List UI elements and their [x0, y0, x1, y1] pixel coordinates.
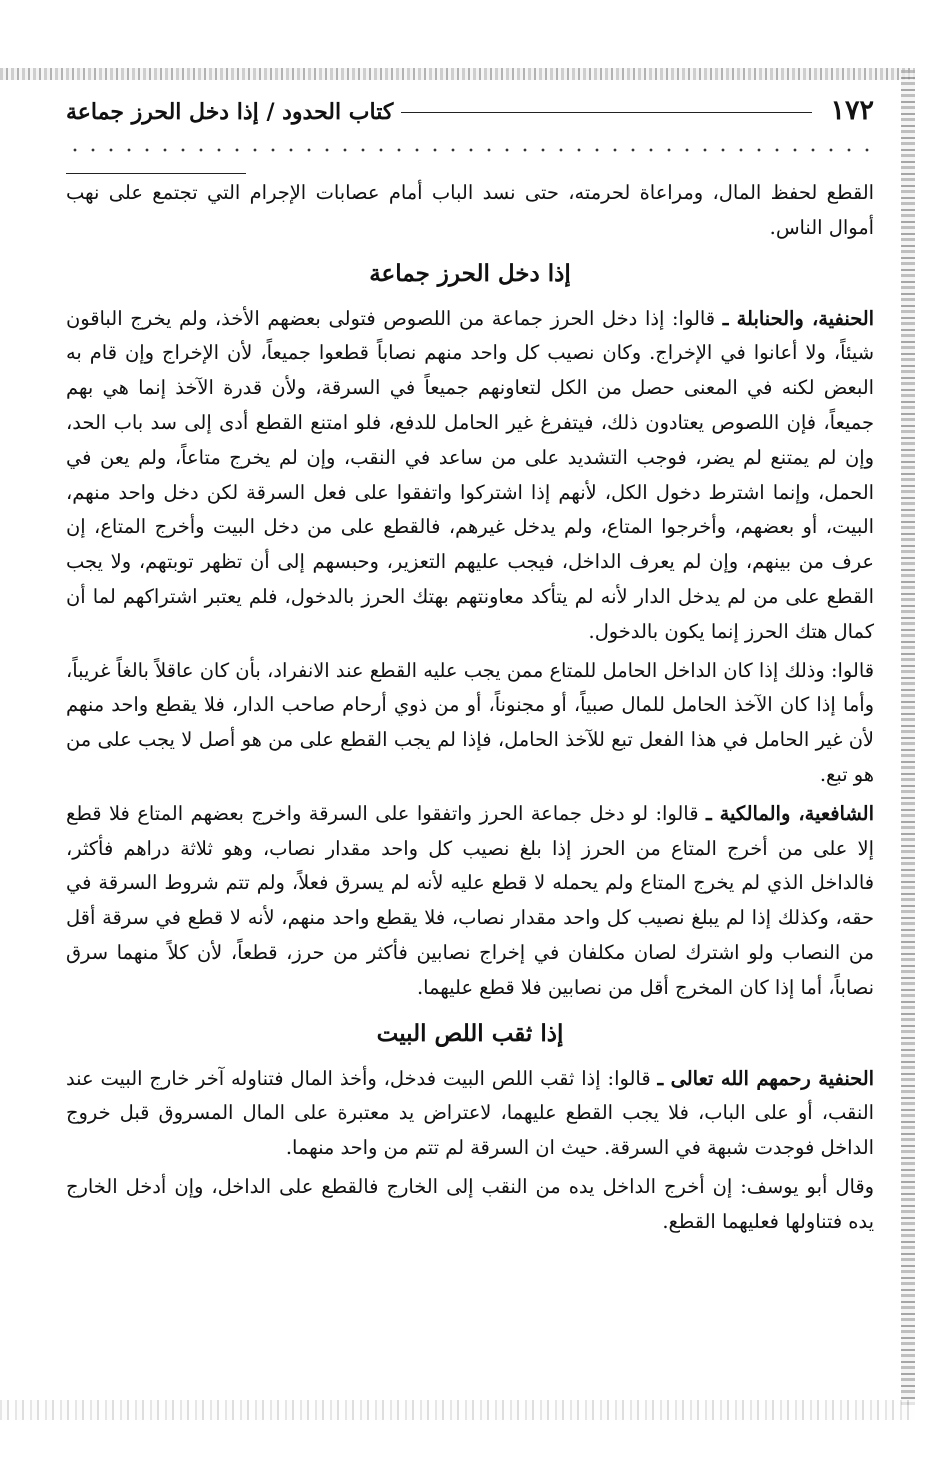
paragraph-abu-yusuf: وقال أبو يوسف: إن أخرج الداخل يده من النقب إلى الخارج فالقطع على الداخل، وإن أدخل الخارج يده فتناولها فعليهما القطع.: [66, 1174, 874, 1233]
paragraph-hanafi-hanbali: [66, 302, 874, 650]
paragraph-text: قالوا: إذا ثقب اللص البيت فدخل، وأخذ المال فتناوله آخر خارج البيت عند النقب، أو على الباب، فلا يجب القطع عليهما، لاعتراض يد معتبرة على المال المسروق قبل خروج الداخل فوجدت شبهة في السرقة. حيث ان السرقة لم تتم من واحد منهما.: [66, 1066, 874, 1160]
school-label-hanafi: الحنفية رحمهم الله تعالى ـ: [657, 1066, 874, 1090]
paragraph-text: قالوا: لو دخل جماعة الحرز واتفقوا على السرقة واخرج بعضهم المتاع فلا قطع إلا على من أخرج المتاع من الحرز إذا بلغ نصيب كل واحد مقدار نصاب، وهو ثلاثة دراهم فأكثر، فالداخل الذي لم يخرج المتاع ولم يحمله لا قطع عليه لأنه لم يسرق فعلاً، ولم تتم شروط السرقة في حقه، وكذلك إذا لم يبلغ نصيب كل واحد مقدار نصاب، فلا يقطع واحد منهم، لأنه لا قطع في سرقة أقل من النصاب ولو اشترك لصان مكلفان في إخراج نصابين فأكثر من حرز، قطعاً، لأن كلاً منهما سرق نصاباً، أما إذا كان المخرج أقل من نصابين فلا قطع عليهما.: [66, 801, 874, 999]
footnote-rule: [66, 173, 246, 174]
decorative-border-right: [901, 70, 915, 1405]
school-label-hanafi-hanbali: الحنفية، والحنابلة ـ: [722, 306, 875, 330]
paragraph-condition: قالوا: وذلك إذا كان الداخل الحامل للمتاع ممن يجب عليه القطع عند الانفراد، بأن كان عاقلاً بالغاً غريباً، وأما إذا كان الآخذ الحامل للمال صبياً، أو مجنوناً، أو من ذوي أرحام صاحب الدار، فلا يقطع واحد منهم لأن غير الحامل في هذا الفعل تبع للآخذ الحامل، فإذا لم يجب القطع على من هو أصل لا يجب على من هو تبع.: [66, 658, 874, 786]
paragraph-text: قالوا: إذا دخل الحرز جماعة من اللصوص فتولى بعضهم الأخذ، ولم يخرج الباقون شيئاً، ولا أعانوا في الإخراج. وكان نصيب كل واحد منهم نصاباً قطعوا جميعاً، لأن الإخراج وإن قام به البعض لكنه في المعنى حصل من الكل لتعاونهم جميعاً في السرقة، ولأن قدرة الآخذ إنما هي بهم جميعاً، فإن اللصوص يعتادون ذلك، فيتفرغ غير الحامل للدفع، فلو امتنع القطع أدى إلى سد باب الحد، وإن لم يمتنع لم يضر، فوجب التشديد على من ساعد في النقب، وإن لم يخرج متاعاً، ولم يعن في الحمل، وإنما اشترط دخول الكل، لأنهم إذا اشتركوا واتفقوا على فعل السرقة لكن دخل واحد منهم، البيت، أو بعضهم، وأخرجوا المتاع، ولم يدخل غيرهم، فالقطع على من دخل البيت وأخرج المتاع، إن عرف من بينهم، وإن لم يعرف الداخل، فيجب عليهم التعزير، وحبسهم إلى أن تظهر توبتهم، ولا يجب القطع على من لم يدخل الدار لأنه لم يتأكد معاونتهم بهتك الحرز بالدخول، فلم يعتبر اشتراكهم لما أن كمال هتك الحرز إنما يكون بالدخول.: [66, 306, 874, 643]
paragraph-shafii-maliki: [66, 797, 874, 1006]
section-heading-group-entry: إذا دخل الحرز جماعة: [369, 259, 571, 287]
running-title: كتاب الحدود / إذا دخل الحرز جماعة: [66, 99, 394, 125]
continuation-paragraph: القطع لحفظ المال، ومراعاة لحرمته، حتى نسد الباب أمام عصابات الإجرام التي تجتمع على نهب أموال الناس.: [66, 181, 875, 239]
school-label-shafii-maliki: الشافعية، والمالكية ـ: [705, 801, 874, 825]
dotted-separator: [66, 143, 874, 157]
page-content: [66, 95, 874, 1240]
decorative-border-top: [0, 68, 915, 80]
decorative-border-bottom: [0, 1400, 915, 1420]
section-heading-burglary: إذا ثقب اللص البيت: [376, 1019, 564, 1047]
header-rule: [401, 112, 812, 113]
page-number: ١٧٢: [830, 95, 874, 126]
paragraph-hanafi: [66, 1062, 874, 1166]
running-header: [66, 95, 874, 143]
